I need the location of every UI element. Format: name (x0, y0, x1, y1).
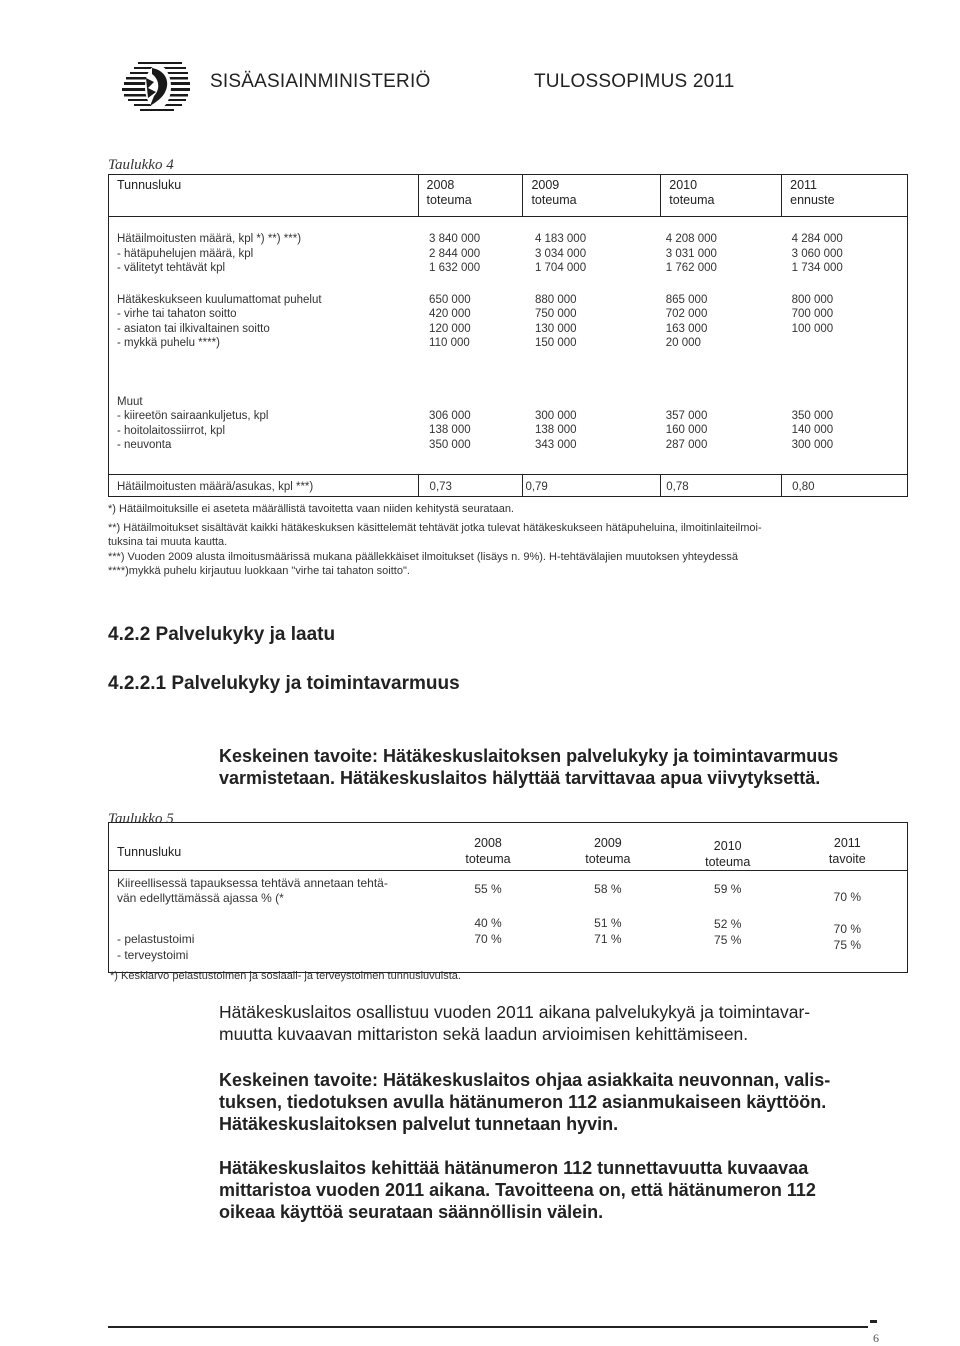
table4-group2-2008: 650 000 420 000 120 000 110 000 (429, 293, 471, 349)
table4-group1-2008: 3 840 000 2 844 000 1 632 000 (429, 233, 481, 274)
table5-row2-2008: 40 % 70 % (474, 915, 502, 946)
table4-group1-2011: 4 284 000 3 060 000 1 734 000 (791, 233, 843, 274)
paragraph-measurement: Hätäkeskuslaitos osallistuu vuoden 2011 aikana palvelukykyä ja toimintavar- muutta kuvaavan mittariston sekä laadun arvioimisen kehittämiseen. (219, 1002, 811, 1044)
table4-group1-2009: 4 183 000 3 034 000 1 704 000 (534, 233, 587, 274)
lion-emblem-icon (112, 56, 202, 118)
table4-group2-2009: 880 000 750 000 130 000 150 000 (534, 293, 577, 349)
footer-rule (108, 1326, 868, 1328)
table4-ratio-2010: 0,78 (661, 475, 782, 497)
table4-group2-2011: 800 000 700 000 100 000 (791, 293, 834, 335)
table4-group3-2009: 300 000 138 000 343 000 (534, 409, 577, 451)
table4-ratio-2011: 0,80 (792, 481, 815, 493)
table5-row1-2009: 58 % (594, 882, 622, 896)
section-heading-4-2-2: 4.2.2 Palvelukyky ja laatu (108, 624, 336, 645)
goal-advice-112: Keskeinen tavoite: Hätäkeskuslaitos ohjaa asiakkaita neuvonnan, valis- tuksen, tiedotuksen avulla hätänumeron 112 asianmukaiseen käyttöön. Hätäkeskuslaitoksen palvelut tunnetaan hyvin. (219, 1070, 831, 1134)
table4-group3-2010: 357 000 160 000 287 000 (665, 409, 708, 451)
table4-header-row (109, 175, 908, 217)
table4-col-2011: 2011 ennuste (790, 178, 835, 207)
table5-col-2011: 2011 tavoite (828, 836, 866, 866)
table5-footnote: *) Keskiarvo pelastustoimen ja sosiaali- ja terveystoimen tunnusluvuista. (110, 970, 461, 982)
table4-ratio-row (109, 475, 908, 497)
goal-112-awareness: Hätäkeskuslaitos kehittää hätänumeron 112 tunnettavuutta kuvaavaa mittaristoa vuoden 2011 aikana. Tavoitteena on, että hätänumeron 112 oikeaa käyttöä seurataan säännöllisin välein. (219, 1158, 816, 1222)
table4-group-total (109, 217, 908, 289)
table4-group3-labels: Muut - kiireetön sairaankuljetus, kpl - hoitolaitossiirrot, kpl - neuvonta (117, 395, 269, 451)
table4-col-2010: 2010 toteuma (661, 175, 782, 217)
footer-mark (870, 1320, 877, 1323)
table5-col-2008: 2008 toteuma (465, 836, 511, 866)
table5-caption: Taulukko 5 (108, 811, 174, 827)
table4-footnotes: *) Hätäilmoituksille ei aseteta määrällistä tavoitetta vaan niiden kehitystä seurataan. **) Hätäilmoitukset sisältävät kaikki hätäkeskuksen käsittelemät tehtävät jotka tulevat hätäkeskukseen hätäpuheluina, ilmoitinlaiteilmoi- tuksina tai muuta kautta. ***) Vuoden 2009 alusta ilmoitusmäärissä mukana päällekkäiset ilmoitukset (lisäys n. 9%). H-tehtävälajien muutoksen yhteydessä ****)mykkä puhelu kirjautuu luokkaan "virhe tai tahaton soitto". (108, 503, 762, 577)
goal-service-capability: Keskeinen tavoite: Hätäkeskuslaitoksen palvelukyky ja toimintavarmuus varmistetaan. Hätäkeskuslaitos hälyttää tarvittavaa apua viivytyksettä. (219, 746, 839, 788)
table4-caption: Taulukko 4 (108, 157, 174, 173)
page-number: 6 (873, 1331, 879, 1345)
ministry-logo (112, 56, 202, 118)
table4-col-2008: 2008 toteuma (418, 175, 523, 217)
table5-row1-2011: 70 % (833, 890, 861, 904)
table4-group3-2011: 350 000 140 000 300 000 (791, 409, 834, 451)
table5-row1-2010: 59 % (714, 882, 742, 896)
table5-row1-2008: 55 % (474, 882, 502, 896)
section-heading-4-2-2-1: 4.2.2.1 Palvelukyky ja toimintavarmuus (108, 673, 460, 694)
table4-group2-labels: Hätäkeskukseen kuulumattomat puhelut - virhe tai tahaton soitto - asiaton tai ilkivaltainen soitto - mykkä puhelu ****) (117, 293, 322, 349)
table5-header-label: Tunnusluku (117, 845, 182, 859)
table5-row1-label: Kiireellisessä tapauksessa tehtävä annetaan tehtä- vän edellyttämässä ajassa % (* (117, 876, 388, 905)
table4-ratio-label: Hätäilmoitusten määrä/asukas, kpl ***) (109, 475, 419, 497)
table-4 (108, 174, 908, 497)
table5-row-sectors (109, 911, 908, 973)
table5-row2-labels: - pelastustoimi - terveystoimi (117, 931, 195, 962)
table4-group1-2010: 4 208 000 3 031 000 1 762 000 (665, 233, 717, 274)
table4-ratio-2009: 0,79 (523, 475, 661, 497)
table5-row2-2010: 52 % 75 % (714, 916, 742, 947)
table4-col-2009: 2009 toteuma (523, 175, 661, 217)
table4-group-non-emergency (109, 289, 908, 379)
document-title: TULOSSOPIMUS 2011 (534, 71, 735, 92)
table4-group3-2008: 306 000 138 000 350 000 (429, 409, 471, 451)
table5-row2-2011: 70 % 75 % (833, 921, 861, 952)
table5-header-row (109, 823, 908, 871)
table5-col-2009: 2009 toteuma (585, 836, 631, 866)
table5-row2-2009: 51 % 71 % (594, 915, 622, 946)
table4-ratio-2008: 0,73 (418, 475, 523, 497)
table4-header-label: Tunnusluku (109, 175, 419, 217)
table4-group2-2010: 865 000 702 000 163 000 20 000 (665, 293, 708, 349)
table4-group-other (109, 379, 908, 475)
ministry-name: SISÄASIAINMINISTERIÖ (210, 71, 431, 92)
table5-row-urgent (109, 871, 908, 911)
table5-col-2010: 2010 toteuma (705, 839, 751, 869)
table-5 (108, 822, 908, 973)
table4-group1-labels: Hätäilmoitusten määrä, kpl *) **) ***) - hätäpuhelujen määrä, kpl - välitetyt tehtävät kpl (117, 233, 302, 274)
